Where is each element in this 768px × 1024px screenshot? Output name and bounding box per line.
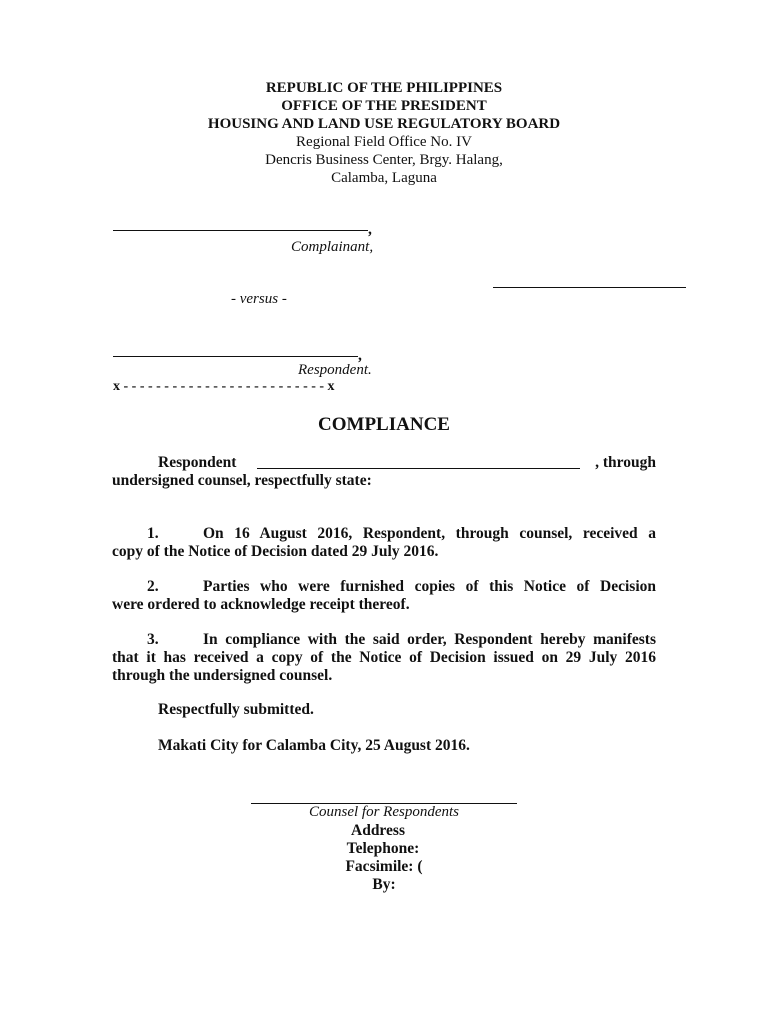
intro-respondent: Respondent [158, 454, 237, 471]
respectfully-submitted: Respectfully submitted. [158, 701, 314, 718]
paragraph-3-second-line: that it has received a copy of the Notice of Decision issued on 29 July 2016 [112, 649, 656, 666]
header-address: Dencris Business Center, Brgy. Halang, [265, 152, 503, 168]
header-republic: REPUBLIC OF THE PHILIPPINES [265, 80, 503, 96]
counsel-facsimile: Facsimile: ( [345, 858, 423, 875]
paragraph-1-number: 1. [147, 525, 159, 542]
paragraph-3-number: 3. [147, 631, 159, 648]
counsel-telephone: Telephone: [346, 840, 420, 857]
respondent-name-blank-line [257, 468, 580, 469]
place-and-date: Makati City for Calamba City, 25 August 2016. [158, 737, 470, 754]
paragraph-2-rest: were ordered to acknowledge receipt thereof. [112, 596, 410, 613]
respondent-label: Respondent. [298, 362, 372, 378]
paragraph-3-third-line: through the undersigned counsel. [112, 667, 333, 684]
complainant-blank-line [113, 230, 368, 231]
counsel-label: Counsel for Respondents [309, 804, 459, 820]
paragraph-2-first-line: Parties who were furnished copies of this Notice of Decision [203, 578, 656, 595]
versus-label: - versus - [231, 291, 287, 307]
header-regional-office: Regional Field Office No. IV [296, 134, 472, 150]
respondent-comma: , [358, 347, 362, 364]
caption-separator: x - - - - - - - - - - - - - - - - - - - - - - - - - x [113, 379, 335, 394]
counsel-by: By: [372, 876, 396, 893]
intro-line2: undersigned counsel, respectfully state: [112, 472, 372, 489]
paragraph-1-rest: copy of the Notice of Decision dated 29 July 2016. [112, 543, 439, 560]
intro-through: , through [595, 454, 656, 471]
document-title: COMPLIANCE [318, 414, 450, 435]
header-city: Calamba, Laguna [331, 170, 437, 186]
paragraph-1-first-line: On 16 August 2016, Respondent, through counsel, received a [203, 525, 656, 542]
complainant-comma: , [368, 221, 372, 238]
header-board: HOUSING AND LAND USE REGULATORY BOARD [207, 116, 561, 132]
paragraph-3-first-line: In compliance with the said order, Respondent hereby manifests [203, 631, 656, 648]
case-number-blank-line [493, 287, 686, 288]
paragraph-2-number: 2. [147, 578, 159, 595]
respondent-blank-line [113, 356, 358, 357]
complainant-label: Complainant, [291, 239, 374, 255]
counsel-address: Address [351, 822, 405, 839]
header-office: OFFICE OF THE PRESIDENT [281, 98, 487, 114]
